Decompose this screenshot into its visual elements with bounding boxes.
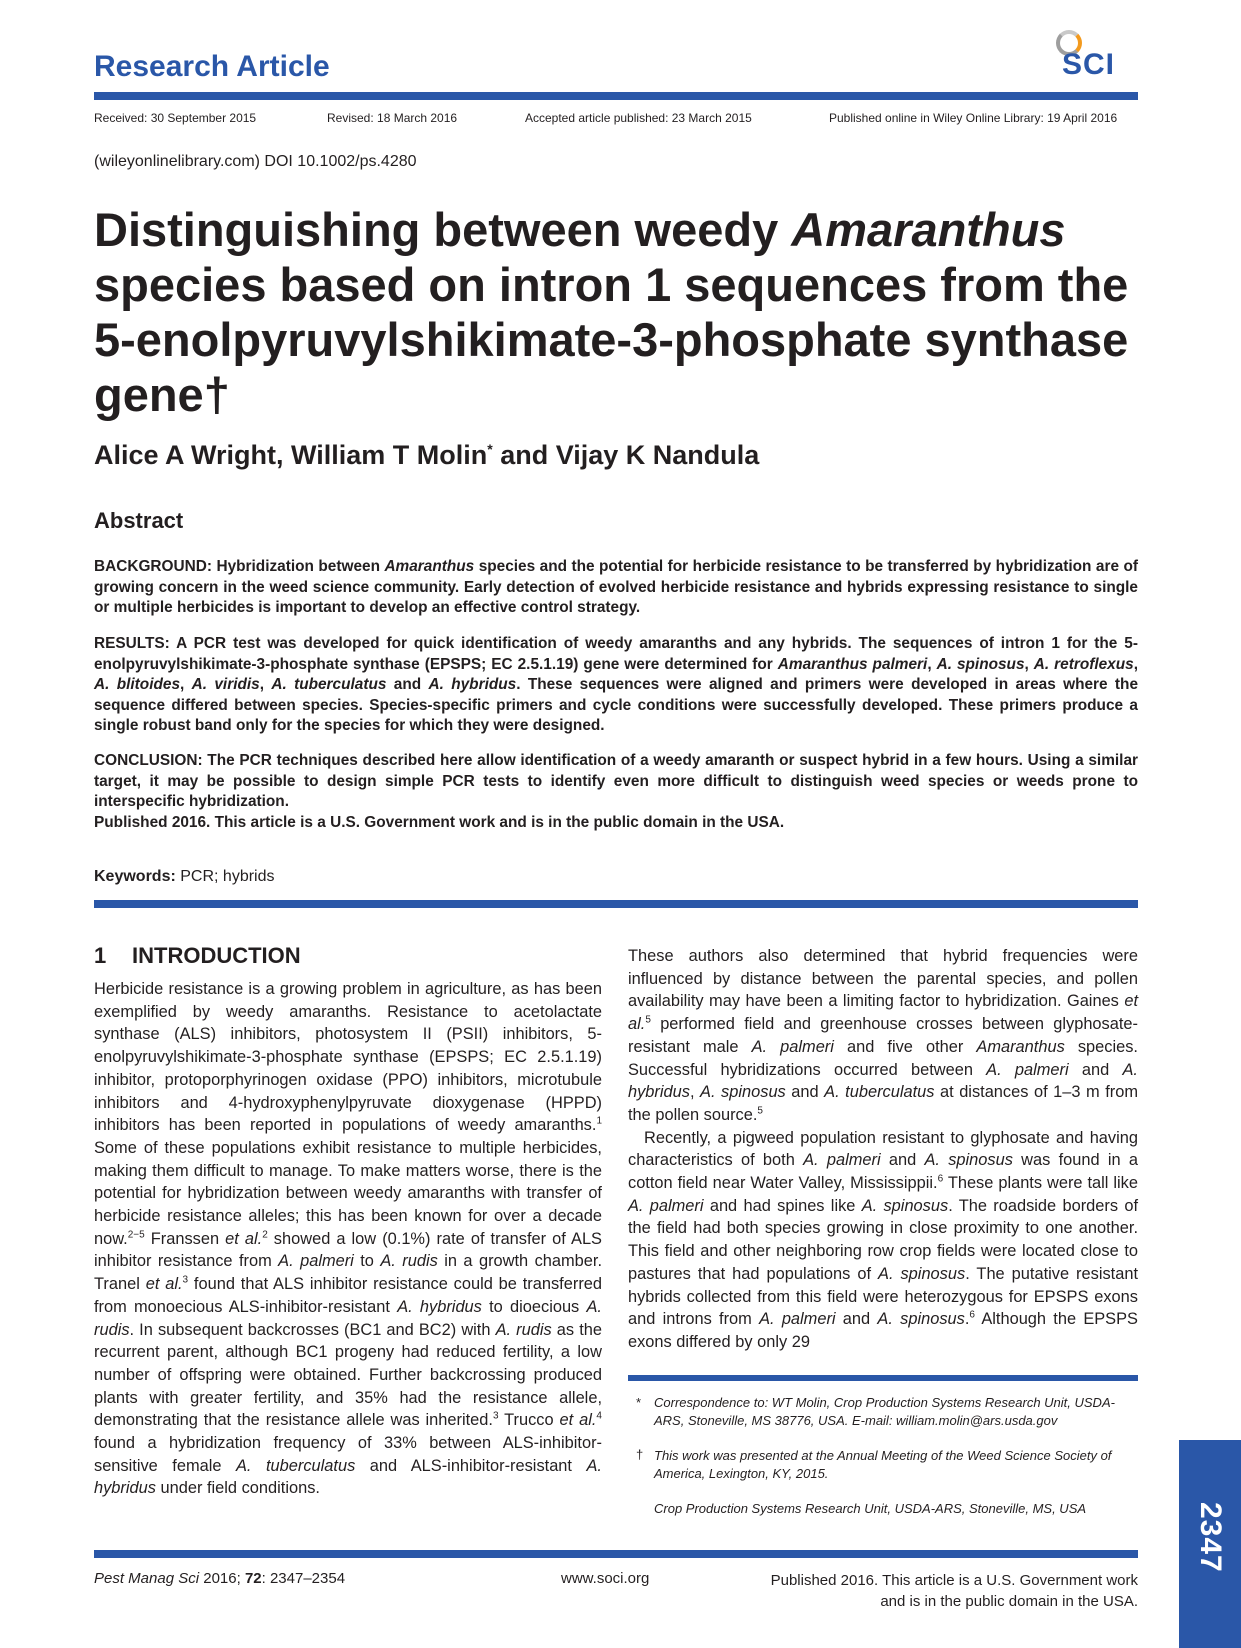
page-number: 2347 bbox=[1194, 1502, 1227, 1573]
footnote-rule bbox=[628, 1375, 1138, 1381]
abstract-heading: Abstract bbox=[94, 508, 184, 533]
volume: 72 bbox=[244, 1570, 262, 1587]
section-number: 1 bbox=[94, 943, 107, 968]
accepted-date: Accepted article published: 23 March 2015 bbox=[525, 111, 752, 125]
text: as the recurrent parent, although BC1 progeny had reduced fertility, a low number of offspring were obtained. Further backcrossing produced plants with greater fertility, and 35% had the resistance allele, demonstrating that the resistance allele was inherited. bbox=[94, 1320, 602, 1430]
text: 2016; bbox=[199, 1570, 245, 1587]
text: . These sequences were aligned and primers were developed in areas where the sequence differed between species. Species-specific primers and cycle conditions were successfully developed. These primers produce a single robust band only for the species for which they were designed. bbox=[94, 676, 1139, 734]
text: and is in the public domain in the USA. bbox=[880, 1593, 1138, 1610]
italic-text: A. rudis bbox=[94, 1297, 602, 1339]
footnote-affiliation: Crop Production Systems Research Unit, USDA-ARS, Stoneville, MS, USA bbox=[654, 1501, 1087, 1516]
text: under field conditions. bbox=[155, 1479, 320, 1498]
citation-ref: 2 bbox=[262, 1229, 268, 1241]
title-part-2: species based on intron 1 sequences from the 5-enolpyruvylshikimate-3-phosphate synthase gene† bbox=[94, 258, 1129, 421]
text: species and the potential for herbicide resistance to be transferred by hybridization are of growing concern in the weed science community. Early detection of evolved herbicide resistance and hybrids expressing resistance to single or multiple herbicides is important to develop an effective control strategy. bbox=[94, 558, 1138, 616]
text: at distances of 1–3 m from the pollen source. bbox=[628, 1083, 1138, 1124]
italic-text: Amaranthus bbox=[384, 558, 475, 575]
text: , bbox=[259, 676, 272, 693]
citation-ref: 2−5 bbox=[127, 1229, 145, 1241]
text: and bbox=[386, 676, 429, 693]
keywords-values: PCR; hybrids bbox=[175, 868, 275, 885]
italic-text: A. hybridus bbox=[628, 1060, 1138, 1102]
paragraph bbox=[94, 978, 602, 1500]
italic-text: A. palmeri bbox=[278, 1252, 354, 1271]
text: to bbox=[353, 1252, 381, 1271]
citation-ref: 4 bbox=[596, 1410, 602, 1422]
italic-text: A. blitoides bbox=[94, 676, 181, 693]
corresponding-mark: * bbox=[487, 441, 493, 457]
paragraph bbox=[628, 1127, 1138, 1354]
italic-text: Amaranthus bbox=[976, 1037, 1065, 1056]
title-part-1: Distinguishing between weedy bbox=[94, 203, 792, 256]
citation-ref: 5 bbox=[757, 1105, 763, 1117]
published-date: Published online in Wiley Online Library: 19 April 2016 bbox=[829, 111, 1118, 125]
received-date: Received: 30 September 2015 bbox=[94, 111, 257, 125]
text: , bbox=[927, 655, 937, 673]
italic-text: A. palmeri bbox=[628, 1196, 704, 1215]
italic-text: A. spinosus bbox=[877, 1310, 965, 1329]
title-genus: Amaranthus bbox=[791, 203, 1066, 256]
revised-date: Revised: 18 March 2016 bbox=[327, 111, 458, 125]
text: , bbox=[180, 676, 192, 693]
article-title bbox=[94, 202, 1154, 422]
text: and had spines like bbox=[703, 1196, 862, 1215]
footer-notice bbox=[735, 1570, 1138, 1612]
text: found a hybridization frequency of 33% between ALS-inhibitor-sensitive female bbox=[94, 1434, 602, 1475]
text: Herbicide resistance is a growing problem in agriculture, as has been exemplified by weedy amaranths. Resistance to acetolactate synthase (ALS) inhibitors, photosystem II (PSII) inhibitors, 5-enolpyruvylshikimate-3-phosphate synthase (EPSPS; EC 2.5.1.19) inhibitor, protoporphyrinogen oxidase (PPO) inhibitors, microtubule inhibitors and 4-hydroxyphenylpyruvate dioxygenase (HPPD) inhibitors has been reported in populations of weedy amaranths. bbox=[94, 980, 602, 1135]
abstract-rule bbox=[94, 900, 1138, 908]
citation-ref: 1 bbox=[596, 1115, 602, 1127]
section-heading-introduction bbox=[94, 943, 301, 969]
italic-text: A. retroflexus bbox=[1033, 655, 1134, 673]
page-number-tab bbox=[1179, 1440, 1241, 1648]
text: BACKGROUND: Hybridization between bbox=[94, 558, 385, 575]
abstract-background bbox=[94, 557, 1138, 619]
italic-text: A. palmeri bbox=[803, 1151, 881, 1170]
italic-text: A. spinosus bbox=[700, 1083, 786, 1102]
text: and bbox=[1068, 1060, 1123, 1079]
text: and bbox=[880, 1151, 925, 1170]
text: These plants were tall like bbox=[943, 1174, 1138, 1193]
abstract-results bbox=[94, 634, 1138, 737]
logo-text: SCI bbox=[1062, 48, 1116, 81]
text: and bbox=[835, 1310, 878, 1329]
italic-text: et al. bbox=[225, 1229, 263, 1248]
text: Some of these populations exhibit resistance to multiple herbicides, making them difficult to manage. To make matters worse, there is the potential for hybridization between weedy amaranths with transfer of herbicide resistance alleles; this has been known for over a decade now. bbox=[94, 1138, 602, 1248]
text: and bbox=[785, 1083, 825, 1102]
italic-text: A. palmeri bbox=[751, 1037, 834, 1056]
italic-text: A. tuberculatus bbox=[235, 1456, 356, 1475]
footnote-mark-correspondence: * bbox=[636, 1395, 642, 1410]
text: and five other bbox=[833, 1037, 977, 1056]
text: Although the EPSPS exons differed by only 29 bbox=[628, 1310, 1138, 1351]
footnote-presented: This work was presented at the Annual Meeting of the Weed Science Society of America, Lexington, KY, 2015. bbox=[654, 1448, 1112, 1481]
footer-rule bbox=[94, 1550, 1138, 1558]
italic-text: et al. bbox=[628, 992, 1138, 1034]
citation-ref: 5 bbox=[645, 1014, 651, 1026]
citation-ref: 6 bbox=[969, 1309, 975, 1321]
footnote-correspondence: Correspondence to: WT Molin, Crop Production Systems Research Unit, USDA-ARS, Stoneville, MS 38776, USA. E-mail: william.molin@ars.usda.gov bbox=[654, 1395, 1115, 1428]
text: , bbox=[1024, 655, 1034, 673]
italic-text: A. spinosus bbox=[861, 1196, 949, 1215]
section-title: INTRODUCTION bbox=[132, 943, 301, 968]
italic-text: et al. bbox=[559, 1411, 597, 1430]
text: These authors also determined that hybrid frequencies were influenced by distance between the parental species, and pollen availability may have been a limiting factor to hybridization. Gaines bbox=[628, 947, 1138, 1011]
text: species. Successful hybridizations occurred between bbox=[628, 1037, 1138, 1079]
text: . In subsequent backcrosses (BC1 and BC2) with bbox=[129, 1320, 496, 1339]
text: performed field and greenhouse crosses between glyphosate-resistant male bbox=[628, 1015, 1138, 1056]
journal-name: Pest Manag Sci bbox=[94, 1570, 200, 1587]
italic-text: Amaranthus palmeri bbox=[777, 655, 928, 673]
header-rule bbox=[94, 92, 1138, 100]
italic-text: A. tuberculatus bbox=[824, 1083, 935, 1102]
text: : 2347–2354 bbox=[261, 1570, 346, 1587]
italic-text: A. rudis bbox=[380, 1252, 438, 1271]
public-domain-note: Published 2016. This article is a U.S. Government work and is in the public domain in the USA. bbox=[94, 813, 785, 831]
italic-text: A. rudis bbox=[495, 1320, 552, 1339]
text: . The putative resistant hybrids collected from this field were heterozygous for EPSPS exons and introns from bbox=[628, 1264, 1139, 1329]
text: Trucco bbox=[498, 1411, 560, 1430]
keywords-label: Keywords: bbox=[94, 868, 176, 885]
citation-ref: 3 bbox=[182, 1274, 189, 1286]
italic-text: A. viridis bbox=[191, 676, 260, 693]
text: . The roadside borders of the field had both species growing in close proximity to one another. This field and other neighboring row crop fields were located close to pastures that had populations of bbox=[628, 1196, 1138, 1283]
italic-text: A. spinosus bbox=[878, 1264, 966, 1283]
section-label: Research Article bbox=[94, 50, 330, 83]
text: found that ALS inhibitor resistance could be transferred from monoecious ALS-inhibitor-resistant bbox=[94, 1275, 603, 1316]
citation-ref: 3 bbox=[492, 1410, 499, 1422]
italic-text: A. palmeri bbox=[759, 1310, 836, 1329]
sci-logo bbox=[1050, 28, 1136, 83]
paragraph bbox=[628, 945, 1138, 1127]
text: to dioecious bbox=[481, 1297, 587, 1316]
italic-text: A. spinosus bbox=[924, 1151, 1013, 1170]
text: in a growth chamber. Tranel bbox=[94, 1252, 603, 1294]
text: Franssen bbox=[144, 1229, 226, 1248]
intro-right-column bbox=[628, 945, 1138, 1354]
text: , bbox=[1133, 655, 1138, 673]
doi: (wileyonlinelibrary.com) DOI 10.1002/ps.4280 bbox=[94, 153, 417, 170]
text: Published 2016. This article is a U.S. Government work bbox=[770, 1572, 1138, 1589]
text: was found in a cotton field near Water Valley, Mississippii. bbox=[628, 1151, 1138, 1193]
italic-text: A. spinosus bbox=[936, 655, 1025, 673]
text: showed a low (0.1%) rate of transfer of ALS inhibitor resistance from bbox=[94, 1229, 602, 1271]
italic-text: A. hybridus bbox=[397, 1297, 482, 1316]
author-list bbox=[94, 440, 759, 471]
abstract-conclusion bbox=[94, 751, 1138, 833]
authors-first: Alice A Wright, William T Molin bbox=[94, 440, 488, 470]
text: CONCLUSION: The PCR techniques described here allow identification of a weedy amaranth or suspect hybrid in a few hours. Using a similar target, it may be possible to design simple PCR tests to identify even more difficult to distinguish weed species or weeds prone to interspecific hybridization. bbox=[94, 752, 1138, 810]
footer-website-link[interactable]: www.soci.org bbox=[561, 1570, 650, 1587]
italic-text: A. palmeri bbox=[986, 1060, 1069, 1079]
text: RESULTS: A PCR test was developed for quick identification of weedy amaranths and any hybrids. The sequences of intron 1 for the 5-enolpyruvylshikimate-3-phosphate synthase (EPSPS; EC 2.5.1.19) gene were determined for bbox=[94, 635, 1138, 673]
intro-left-column bbox=[94, 978, 602, 1500]
authors-last: and Vijay K Nandula bbox=[492, 440, 760, 470]
footnote-mark-dagger: † bbox=[636, 1447, 644, 1462]
italic-text: A. hybridus bbox=[94, 1456, 602, 1498]
text: , bbox=[689, 1083, 701, 1102]
text: Recently, a pigweed population resistant to glyphosate and having characteristics of both bbox=[628, 1128, 1138, 1170]
italic-text: A. tuberculatus bbox=[271, 676, 387, 693]
italic-text: A. hybridus bbox=[428, 676, 517, 693]
text: and ALS-inhibitor-resistant bbox=[355, 1456, 587, 1475]
citation-ref: 6 bbox=[937, 1173, 944, 1185]
text: . bbox=[964, 1310, 970, 1329]
footer-citation bbox=[94, 1570, 345, 1587]
italic-text: et al. bbox=[145, 1275, 183, 1294]
keywords bbox=[94, 868, 275, 886]
